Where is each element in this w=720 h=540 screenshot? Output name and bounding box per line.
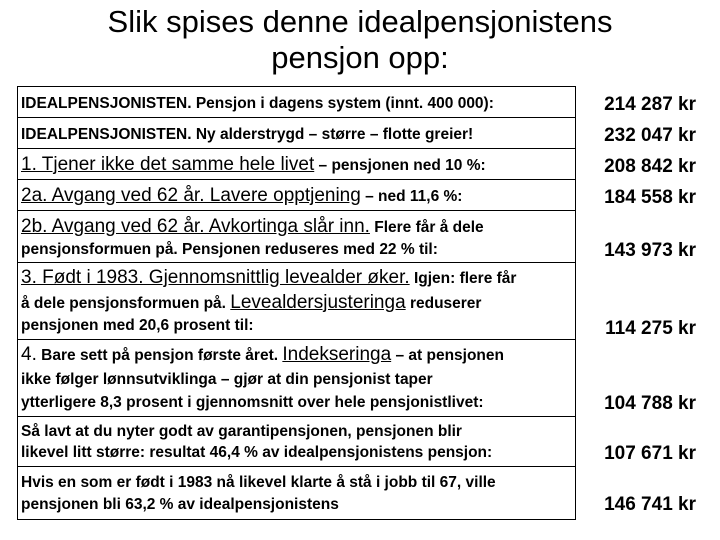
row-rest: Bare sett på pensjon første året.	[36, 347, 283, 364]
table-row	[18, 211, 575, 263]
pension-value: 232 047 kr	[604, 125, 696, 146]
table-row	[18, 149, 575, 180]
row-text: Så lavt at du nyter godt av garantipensjonen, pensjonen blir	[21, 423, 462, 440]
table-row	[18, 467, 575, 519]
row-text-part: å dele pensjonsformuen på.	[21, 295, 231, 312]
row-rest-2: – at pensjonen	[391, 347, 504, 364]
row-text-part: reduserer	[405, 295, 482, 312]
row-text-line2: pensjonen bli 63,2 % av idealpensjonistens	[21, 496, 339, 513]
row-rest: Igjen: flere får	[409, 270, 517, 287]
row-text	[21, 186, 571, 206]
pension-value: 143 973 kr	[604, 240, 696, 261]
row-text-underlined: Indekseringa	[282, 344, 392, 365]
table-row	[18, 118, 575, 149]
pension-table	[17, 86, 576, 520]
row-text: IDEALPENSJONISTEN. Pensjon i dagens system (innt. 400 000):	[21, 95, 494, 112]
title-line-2: pensjon opp:	[271, 40, 449, 75]
row-text-line2: pensjonsformuen på. Pensjonen reduseres med 22 % til:	[21, 241, 438, 258]
row-rest: – pensjonen ned 10 %:	[314, 157, 486, 174]
row-lead: 2a. Avgang ved 62 år. Lavere opptjening	[21, 185, 361, 206]
row-text	[21, 155, 571, 175]
row-rest: Flere får å dele	[369, 219, 484, 236]
pension-value: 146 741 kr	[604, 494, 696, 515]
row-text-line2	[21, 293, 571, 313]
table-row	[18, 340, 575, 417]
row-text: Hvis en som er født i 1983 nå likevel klarte å stå i jobb til 67, ville	[21, 474, 496, 491]
row-text-line3: ytterligere 8,3 prosent i gjennomsnitt over hele pensjonistlivet:	[21, 394, 484, 411]
row-text-line2: ikke følger lønnsutviklinga – gjør at din pensjonist taper	[21, 371, 433, 388]
row-text	[21, 345, 571, 365]
title-line-1: Slik spises denne idealpensjonistens	[107, 4, 613, 39]
pension-value: 184 558 kr	[604, 187, 696, 208]
pension-value: 208 842 kr	[604, 156, 696, 177]
row-rest: – ned 11,6 %:	[360, 188, 463, 205]
row-text	[21, 268, 571, 288]
pension-value: 114 275 kr	[605, 318, 696, 339]
pension-value: 214 287 kr	[604, 94, 696, 115]
row-lead: 1. Tjener ikke det samme hele livet	[21, 154, 315, 175]
table-row	[18, 417, 575, 467]
table-row	[18, 87, 575, 118]
pension-value: 104 788 kr	[604, 393, 696, 414]
row-text-line2: likevel litt større: resultat 46,4 % av idealpensjonistens pensjon:	[21, 444, 493, 461]
pension-value: 107 671 kr	[604, 443, 696, 464]
row-text: IDEALPENSJONISTEN. Ny alderstrygd – større – flotte greier!	[21, 126, 474, 143]
table-row	[18, 180, 575, 211]
table-row	[18, 263, 575, 340]
row-text	[21, 217, 571, 237]
row-text-line3: pensjonen med 20,6 prosent til:	[21, 317, 254, 334]
row-lead: 2b. Avgang ved 62 år. Avkortinga slår inn.	[21, 216, 370, 237]
row-text-underlined: Levealdersjusteringa	[230, 292, 406, 313]
row-lead: 4.	[21, 344, 37, 365]
row-lead: 3. Født i 1983. Gjennomsnittlig levealder øker.	[21, 267, 410, 288]
page-title	[0, 4, 720, 76]
